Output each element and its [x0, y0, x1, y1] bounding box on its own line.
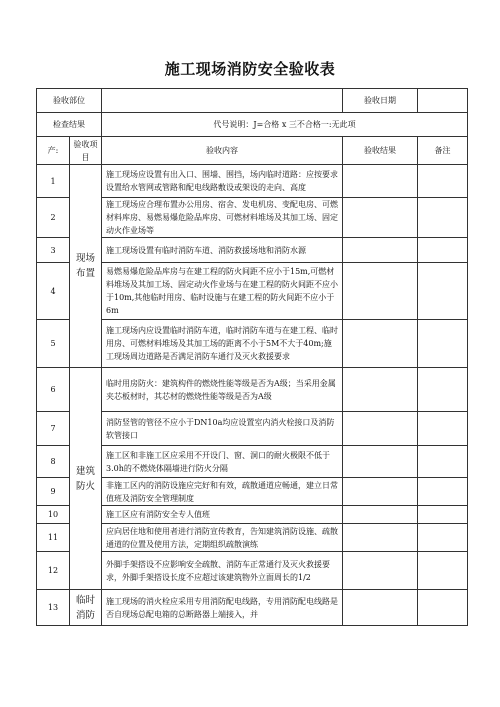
row-remark[interactable] — [418, 590, 468, 626]
table-row — [37, 368, 468, 412]
row-result[interactable] — [343, 446, 418, 478]
row-remark[interactable] — [418, 478, 468, 506]
row-content: 施工现场设置有临时消防车道、消防救援场地和消防水源 — [102, 238, 343, 263]
dept-label: 验收部位 — [37, 89, 102, 113]
row-result[interactable] — [343, 590, 418, 626]
row-result[interactable] — [343, 320, 418, 368]
row-no: 1 — [37, 165, 70, 198]
row-content: 施工区应有消防安全专人值班 — [102, 506, 343, 524]
date-label: 验收日期 — [343, 89, 418, 113]
row-content: 施工现场内应设置临时消防车道，临时消防车道与在建工程、临时用房、可燃材料堆场及其加工场的距离不小于5M不大于40m;施工现场周边道路是否满足消防车通行及灭火救援要求 — [102, 320, 343, 368]
row-content: 非施工区内的消防设施应完好和有效，疏散通道应畅通，建立日常值班及消防安全管理制度 — [102, 478, 343, 506]
row-no: 7 — [37, 412, 70, 446]
row-no: 11 — [37, 524, 70, 552]
row-content: 外脚手架搭设不应影响安全疏散、消防车正常通行及灭火救援要求，外脚手架搭设长度不应超过该建筑物外立面周长的1/2 — [102, 552, 343, 590]
row-content: 消防竖管的管径不应小于DN10a均应设置室内消火栓接口及消防软管接口 — [102, 412, 343, 446]
row-remark[interactable] — [418, 198, 468, 238]
code-note: 代号说明：J=合格 x 三不合格一:无此项 — [102, 113, 468, 137]
category-site-layout: 现场布置 — [70, 165, 102, 368]
col-item: 验收项目 — [70, 137, 102, 165]
row-no: 6 — [37, 368, 70, 412]
row-result[interactable] — [343, 165, 418, 198]
table-row — [37, 165, 468, 198]
row-content: 临时用房防火：建筑构件的燃烧性能等级是否为A级；当采用金属夹芯板材时，其芯材的燃烧性能等级是否为A级 — [102, 368, 343, 412]
row-remark[interactable] — [418, 446, 468, 478]
header-row-dept — [37, 89, 468, 113]
row-remark[interactable] — [418, 368, 468, 412]
category-building-fire: 建筑防火 — [70, 368, 102, 590]
row-remark[interactable] — [418, 506, 468, 524]
row-result[interactable] — [343, 412, 418, 446]
row-result[interactable] — [343, 552, 418, 590]
row-no: 10 — [37, 506, 70, 524]
table-row — [37, 506, 468, 524]
row-no: 8 — [37, 446, 70, 478]
row-result[interactable] — [343, 506, 418, 524]
table-row — [37, 263, 468, 320]
table-row — [37, 320, 468, 368]
row-result[interactable] — [343, 478, 418, 506]
col-result: 验收结果 — [343, 137, 418, 165]
column-header-row — [37, 137, 468, 165]
row-remark[interactable] — [418, 320, 468, 368]
category-temp-fire: 临时消防 — [70, 590, 102, 626]
table-row — [37, 198, 468, 238]
date-value[interactable] — [418, 89, 468, 113]
acceptance-table — [36, 88, 468, 626]
col-remark: 备注 — [418, 137, 468, 165]
row-content: 施工区和非施工区应采用不开设门、窗、洞口的耐火极限不低于3.0h的不燃烧体隔墙进行防火分隔 — [102, 446, 343, 478]
row-no: 2 — [37, 198, 70, 238]
table-row — [37, 412, 468, 446]
row-no: 5 — [37, 320, 70, 368]
col-content: 验收内容 — [102, 137, 343, 165]
table-row — [37, 552, 468, 590]
row-remark[interactable] — [418, 238, 468, 263]
row-remark[interactable] — [418, 165, 468, 198]
row-content: 施工现场应合理布置办公用房、宿舍、发电机房、变配电房、可燃材料库房、易燃易爆危险品库房、可燃材料堆场及其加工场、固定动火作业场等 — [102, 198, 343, 238]
header-row-result — [37, 113, 468, 137]
row-content: 易燃易爆危险品库房与在建工程的防火间距不应小于15m,可燃材料堆场及其加工场、固定动火作业场与在建工程的防火间距不应小于10m,其他临时用房、临时设施与在建工程的防火间距不应小于6m — [102, 263, 343, 320]
form-title: 施工现场消防安全验收表 — [164, 60, 336, 78]
row-remark[interactable] — [418, 524, 468, 552]
row-no: 9 — [37, 478, 70, 506]
row-remark[interactable] — [418, 412, 468, 446]
row-no: 4 — [37, 263, 70, 320]
result-label: 检查结果 — [37, 113, 102, 137]
row-content: 施工现场应设置有出入口、围墙、围挡，场内临时道路：应按要求设置给水管网或管路和配电线路敷设或架设的走向、高度 — [102, 165, 343, 198]
row-result[interactable] — [343, 263, 418, 320]
table-row — [37, 590, 468, 626]
table-row — [37, 238, 468, 263]
row-result[interactable] — [343, 524, 418, 552]
row-content: 施工现场的消火栓应采用专用消防配电线路，专用消防配电线路是否自现场总配电箱的总断路器上端接入，并 — [102, 590, 343, 626]
row-remark[interactable] — [418, 552, 468, 590]
col-seq: 产: — [37, 137, 70, 165]
row-remark[interactable] — [418, 263, 468, 320]
row-content: 应向居住地和使用者进行消防宣传教育，告知建筑消防设施、疏散通道的位置及使用方法，定期组织疏散演练 — [102, 524, 343, 552]
table-row — [37, 478, 468, 506]
row-no: 13 — [37, 590, 70, 626]
row-result[interactable] — [343, 368, 418, 412]
row-no: 12 — [37, 552, 70, 590]
dept-value[interactable] — [102, 89, 343, 113]
table-row — [37, 524, 468, 552]
row-no: 3 — [37, 238, 70, 263]
row-result[interactable] — [343, 238, 418, 263]
row-result[interactable] — [343, 198, 418, 238]
table-row — [37, 446, 468, 478]
